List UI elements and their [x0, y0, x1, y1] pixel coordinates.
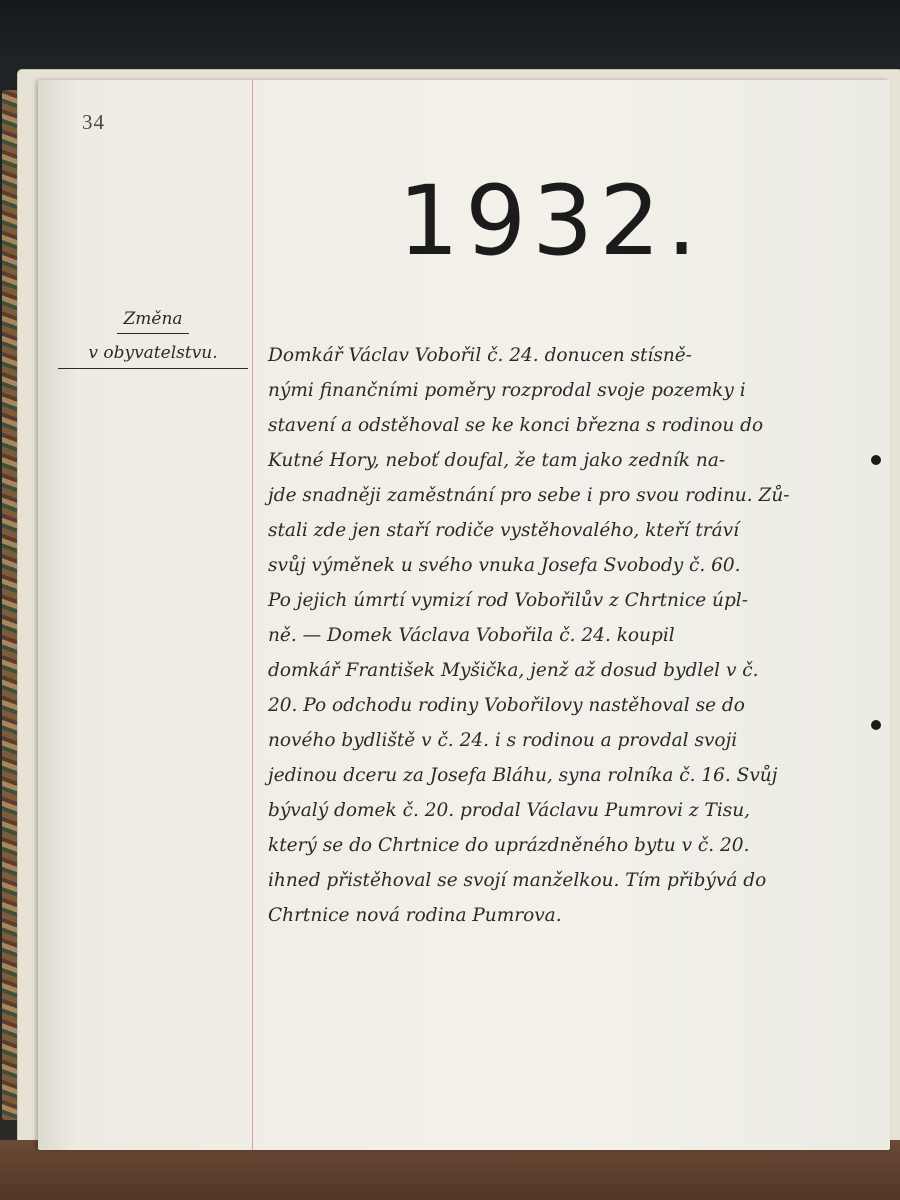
entry-line: svůj výměnek u svého vnuka Josefa Svobody č. 60.: [268, 555, 741, 576]
entry-line: stavení a odstěhoval se ke konci března s rodinou do: [268, 415, 764, 436]
margin-note: [58, 302, 248, 369]
entry-line: stali zde jen staří rodiče vystěhovalého, kteří tráví: [268, 520, 740, 541]
entry-line: Po jejich úmrtí vymizí rod Vobořilův z Chrtnice úpl-: [268, 590, 748, 611]
entry-line: 20. Po odchodu rodiny Vobořilovy nastěhoval se do: [268, 695, 745, 716]
entry-line: jedinou dceru za Josefa Bláhu, syna rolníka č. 16. Svůj: [268, 765, 778, 786]
entry-line: jde snadněji zaměstnání pro sebe i pro svou rodinu. Zů-: [268, 485, 790, 506]
entry-line: Domkář Václav Vobořil č. 24. donucen stísně-: [268, 345, 692, 366]
binding-hole: [871, 720, 881, 730]
margin-rule: [252, 80, 253, 1150]
chronicle-entry: [268, 338, 858, 933]
entry-line: Chrtnice nová rodina Pumrova.: [268, 905, 562, 926]
year-heading: 1932.: [398, 165, 703, 277]
entry-line: Kutné Hory, neboť doufal, že tam jako zedník na-: [268, 450, 726, 471]
page-number: 34: [82, 110, 105, 134]
binding-hole: [871, 455, 881, 465]
entry-line: nového bydliště v č. 24. i s rodinou a provdal svoji: [268, 730, 738, 751]
margin-note-line-2: v obyvatelstvu.: [58, 338, 248, 369]
margin-note-line-1: Změna: [117, 305, 188, 334]
entry-line: domkář František Myšička, jenž až dosud bydlel v č.: [268, 660, 759, 681]
entry-line: bývalý domek č. 20. prodal Václavu Pumrovi z Tisu,: [268, 800, 751, 821]
entry-line: nými finančními poměry rozprodal svoje pozemky i: [268, 380, 746, 401]
entry-line: ihned přistěhoval se svojí manželkou. Tím přibývá do: [268, 870, 767, 891]
entry-line: který se do Chrtnice do uprázdněného bytu v č. 20.: [268, 835, 750, 856]
entry-line: ně. — Domek Václava Vobořila č. 24. koupil: [268, 625, 675, 646]
chronicle-page: [38, 80, 890, 1150]
